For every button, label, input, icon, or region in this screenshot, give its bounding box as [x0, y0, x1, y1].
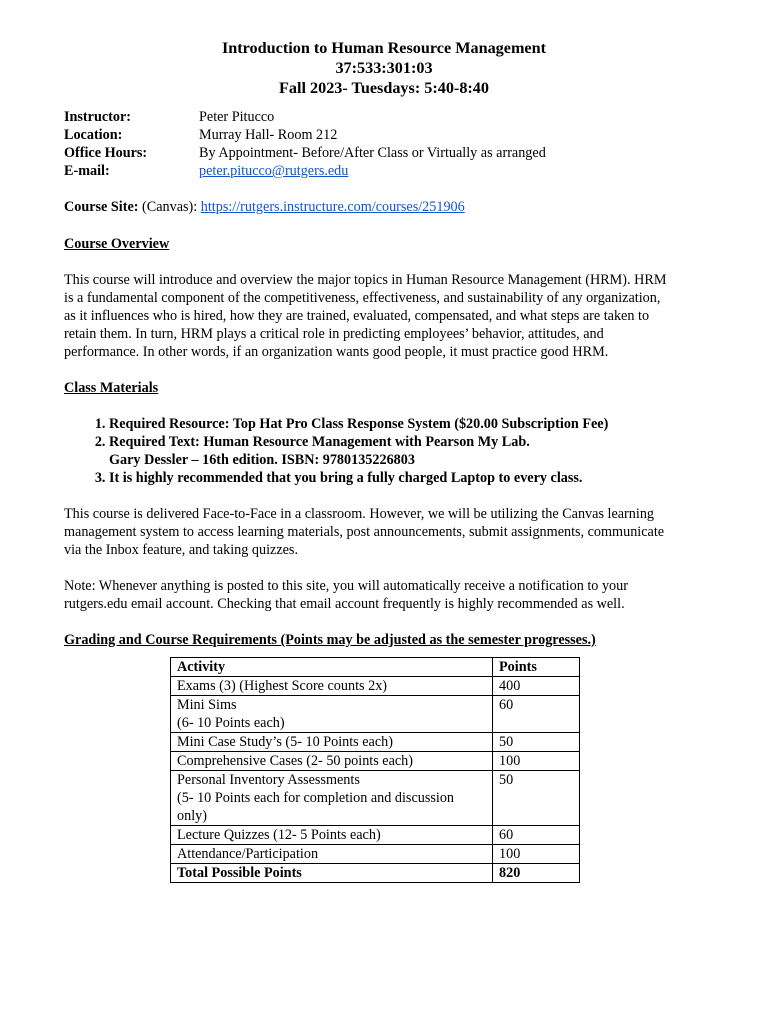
materials-heading: Class Materials	[64, 380, 159, 396]
points-cell: 100	[493, 752, 580, 771]
table-row	[171, 733, 580, 752]
points-cell: 100	[493, 845, 580, 864]
info-label: Location:	[64, 127, 123, 143]
materials-item-text: Required Resource: Top Hat Pro Class Response System ($20.00 Subscription Fee)	[109, 416, 609, 432]
instructor-info	[64, 108, 712, 180]
paragraph-line: is a fundamental component of the competitiveness, effectiveness, and sustainability of any organization,	[64, 290, 661, 306]
table-row	[171, 696, 580, 733]
table-row	[171, 752, 580, 771]
grading-heading: Grading and Course Requirements (Points may be adjusted as the semester progresses.)	[64, 632, 596, 648]
course-term: Fall 2023- Tuesdays: 5:40-8:40	[278, 79, 489, 97]
activity-cell	[171, 696, 493, 733]
activity-line: only)	[177, 808, 207, 824]
activity-cell	[171, 826, 493, 845]
materials-item-text: It is highly recommended that you bring a fully charged Laptop to every class.	[109, 470, 583, 486]
activity-line: Personal Inventory Assessments	[177, 772, 360, 788]
materials-item	[109, 469, 712, 487]
activity-line: (6- 10 Points each)	[177, 715, 285, 731]
activity-cell	[171, 845, 493, 864]
info-value: Peter Pitucco	[199, 109, 275, 125]
points-cell: 50	[493, 771, 580, 826]
table-total-row	[171, 864, 580, 883]
paragraph-line: performance. In other words, if an organization wants good people, it must practice good HRM.	[64, 344, 609, 360]
paragraph-line: management system to access learning materials, post announcements, submit assignments, communicate	[64, 524, 665, 540]
info-label: Instructor:	[64, 109, 131, 125]
activity-cell	[171, 733, 493, 752]
overview-paragraph	[64, 271, 712, 361]
paragraph-line: Note: Whenever anything is posted to this site, you will automatically receive a notification to your	[64, 578, 628, 594]
info-value: By Appointment- Before/After Class or Virtually as arranged	[199, 145, 546, 161]
points-cell: 60	[493, 696, 580, 733]
email-link[interactable]: peter.pitucco@rutgers.edu	[199, 163, 349, 179]
info-label: Office Hours:	[64, 145, 148, 161]
paragraph-line: This course is delivered Face-to-Face in a classroom. However, we will be utilizing the Canvas learning	[64, 506, 654, 522]
activity-line: (5- 10 Points each for completion and discussion	[177, 790, 455, 806]
activity-line: Exams (3) (Highest Score counts 2x)	[177, 678, 388, 694]
grading-table	[170, 657, 580, 883]
points-cell: 400	[493, 677, 580, 696]
activity-cell	[171, 771, 493, 826]
course-site	[64, 198, 712, 216]
total-label: Total Possible Points	[171, 864, 493, 883]
activity-line: Mini Case Study’s (5- 10 Points each)	[177, 734, 393, 750]
course-code: 37:533:301:03	[335, 59, 433, 77]
activity-line: Comprehensive Cases (2- 50 points each)	[177, 753, 414, 769]
course-site-label: Course Site:	[64, 199, 139, 215]
overview-heading: Course Overview	[64, 236, 170, 252]
materials-item	[109, 415, 712, 433]
paragraph-line: as it influences who is hired, how they are trained, evaluated, compensated, and what steps are taken to	[64, 308, 650, 324]
activity-line: Mini Sims	[177, 697, 237, 713]
activity-cell	[171, 752, 493, 771]
note-paragraph	[64, 577, 712, 613]
info-row-office-hours	[64, 144, 712, 162]
paragraph-line: retain them. In turn, HRM plays a critical role in predicting employees’ behavior, attitudes, and	[64, 326, 604, 342]
materials-item-text: 2. Required Text: Human Resource Management with Pearson My Lab.	[109, 434, 530, 450]
activity-line: Lecture Quizzes (12- 5 Points each)	[177, 827, 381, 843]
course-site-platform: (Canvas):	[138, 199, 201, 215]
table-row	[171, 845, 580, 864]
syllabus-page	[64, 38, 712, 883]
paragraph-line: rutgers.edu email account. Checking that email account frequently is highly recommended as well.	[64, 596, 625, 612]
materials-list	[64, 415, 712, 487]
table-header-row	[171, 658, 580, 677]
points-cell: 50	[493, 733, 580, 752]
header-activity: Activity	[171, 658, 493, 677]
delivery-paragraph	[64, 505, 712, 559]
table-row	[171, 826, 580, 845]
info-row-instructor	[64, 108, 712, 126]
table-row	[171, 677, 580, 696]
info-row-email	[64, 162, 712, 180]
info-label: E-mail:	[64, 163, 110, 179]
points-cell: 60	[493, 826, 580, 845]
materials-item	[109, 433, 712, 469]
course-title: Introduction to Human Resource Management	[221, 39, 547, 57]
title-block	[56, 38, 712, 98]
activity-line: Attendance/Participation	[177, 846, 319, 862]
header-points: Points	[493, 658, 580, 677]
materials-item-text: Gary Dessler – 16th edition. ISBN: 9780135226803	[109, 452, 415, 468]
paragraph-line: This course will introduce and overview the major topics in Human Resource Management (HRM). HRM	[64, 272, 667, 288]
table-row	[171, 771, 580, 826]
activity-cell	[171, 677, 493, 696]
total-points: 820	[493, 864, 580, 883]
paragraph-line: via the Inbox feature, and taking quizzes.	[64, 542, 299, 558]
info-value: Murray Hall- Room 212	[199, 127, 338, 143]
course-site-link[interactable]: https://rutgers.instructure.com/courses/251906	[200, 199, 465, 215]
info-row-location	[64, 126, 712, 144]
